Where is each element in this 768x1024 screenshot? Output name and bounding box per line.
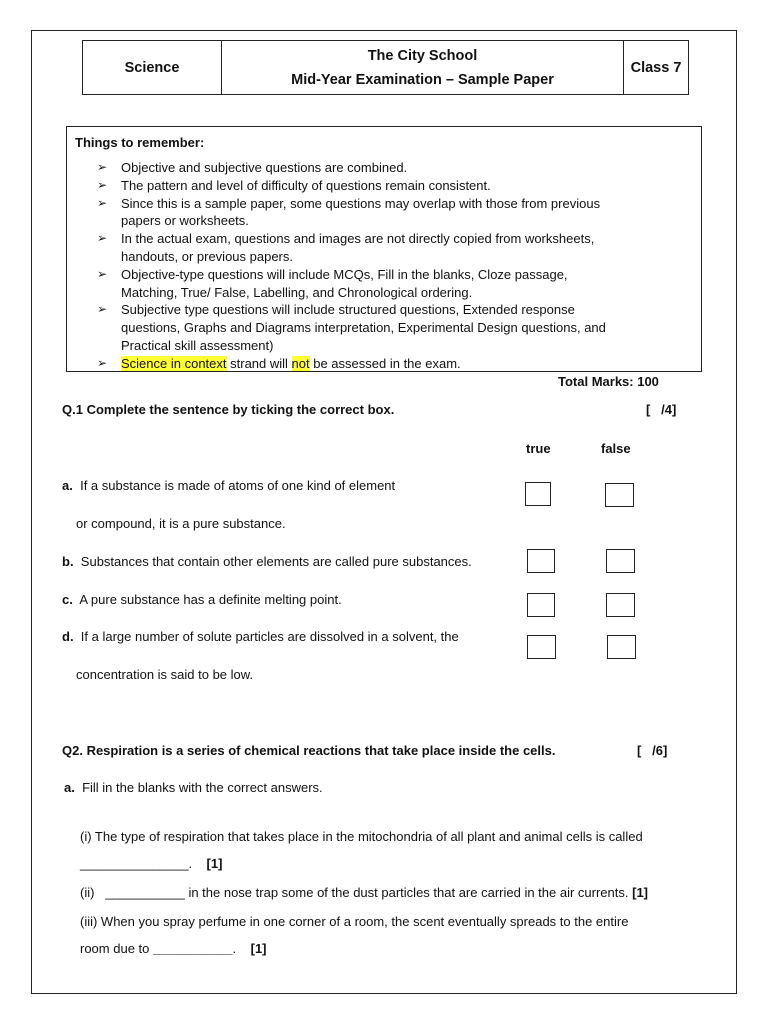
q2-i-line1: (i) The type of respiration that takes place in the mitochondria of all plant and animal cells is called bbox=[80, 829, 643, 844]
subject-cell: Science bbox=[83, 41, 222, 94]
school-name: The City School bbox=[367, 47, 478, 64]
reminder-item: ➢ Objective-type questions will include MCQs, Fill in the blanks, Cloze passage, Matching, True/ False, Labelling, and Chronological ordering. bbox=[97, 266, 568, 300]
q2-ii-blank[interactable]: ___________ bbox=[105, 885, 185, 900]
q1-b-true-checkbox[interactable] bbox=[527, 549, 555, 573]
q1-col-true: true bbox=[526, 441, 551, 456]
q1-b-false-checkbox[interactable] bbox=[606, 549, 635, 573]
arrow-bullet-icon: ➢ bbox=[97, 160, 108, 174]
q2-iii-line2: room due to ___________. [1] bbox=[80, 941, 267, 956]
header-table bbox=[82, 40, 689, 95]
title-cell bbox=[222, 41, 624, 94]
q2-title: Q2. Respiration is a series of chemical reactions that take place inside the cells. bbox=[62, 743, 556, 758]
q1-item-a: a. If a substance is made of atoms of one kind of element bbox=[62, 478, 396, 493]
reminders-list bbox=[97, 159, 617, 373]
total-marks: Total Marks: 100 bbox=[558, 374, 659, 389]
q2-i-line2: _______________. [1] bbox=[80, 856, 223, 871]
q2-i-blank[interactable]: _______________. bbox=[80, 856, 193, 871]
q1-col-false: false bbox=[601, 441, 631, 456]
q1-c-true-checkbox[interactable] bbox=[527, 593, 555, 617]
q1-item-d-cont: concentration is said to be low. bbox=[76, 667, 254, 682]
arrow-bullet-icon: ➢ bbox=[97, 266, 108, 281]
class-cell: Class 7 bbox=[630, 59, 682, 76]
reminder-item: ➢ Since this is a sample paper, some questions may overlap with those from previous papers or worksheets. bbox=[97, 195, 601, 229]
q2-part-a: a. Fill in the blanks with the correct answers. bbox=[64, 780, 323, 795]
q1-item-b: b. Substances that contain other elements are called pure substances. bbox=[62, 554, 472, 569]
reminders-title: Things to remember: bbox=[75, 135, 205, 150]
q2-iii-line1: (iii) When you spray perfume in one corner of a room, the scent eventually spreads to the entire bbox=[80, 914, 629, 929]
reminder-item-last: ➢ Science in context strand will not be assessed in the exam. bbox=[97, 355, 461, 371]
q1-item-d: d. If a large number of solute particles are dissolved in a solvent, the bbox=[62, 629, 459, 644]
reminder-item: ➢ Objective and subjective questions are combined. bbox=[97, 160, 408, 175]
q1-a-true-checkbox[interactable] bbox=[525, 482, 551, 506]
reminders-box bbox=[66, 126, 702, 372]
arrow-bullet-icon: ➢ bbox=[97, 177, 108, 192]
arrow-bullet-icon: ➢ bbox=[97, 302, 108, 317]
arrow-bullet-icon: ➢ bbox=[97, 231, 108, 246]
q1-c-false-checkbox[interactable] bbox=[606, 593, 635, 617]
q2-marks: [ /6] bbox=[637, 743, 668, 758]
reminder-item: ➢ In the actual exam, questions and images are not directly copied from worksheets, handouts, or previous papers. bbox=[97, 231, 595, 264]
reminder-item: ➢ The pattern and level of difficulty of questions remain consistent. bbox=[97, 177, 491, 193]
exam-title: Mid-Year Examination – Sample Paper bbox=[291, 71, 554, 88]
q2-ii: (ii) ___________ in the nose trap some of the dust particles that are carried in the air currents. [1] bbox=[80, 885, 649, 900]
q1-d-true-checkbox[interactable] bbox=[527, 635, 556, 659]
arrow-bullet-icon: ➢ bbox=[97, 195, 108, 210]
q1-marks: [ /4] bbox=[646, 402, 677, 417]
q1-a-false-checkbox[interactable] bbox=[605, 483, 634, 507]
q1-item-a-cont: or compound, it is a pure substance. bbox=[76, 516, 286, 531]
q2-iii-blank[interactable]: ___________ bbox=[153, 941, 233, 956]
arrow-bullet-icon: ➢ bbox=[97, 355, 108, 370]
q1-d-false-checkbox[interactable] bbox=[607, 635, 636, 659]
reminder-item: ➢ Subjective type questions will include structured questions, Extended response questions, Graphs and Diagrams interpretation, Experimental Design questions, and Practical skill assessment) bbox=[97, 302, 606, 353]
q1-title: Q.1 Complete the sentence by ticking the correct box. bbox=[62, 402, 395, 417]
highlight-science-in-context: Science in context bbox=[121, 355, 227, 371]
q1-item-c: c. A pure substance has a definite melting point. bbox=[62, 592, 342, 607]
highlight-not: not bbox=[291, 355, 310, 371]
